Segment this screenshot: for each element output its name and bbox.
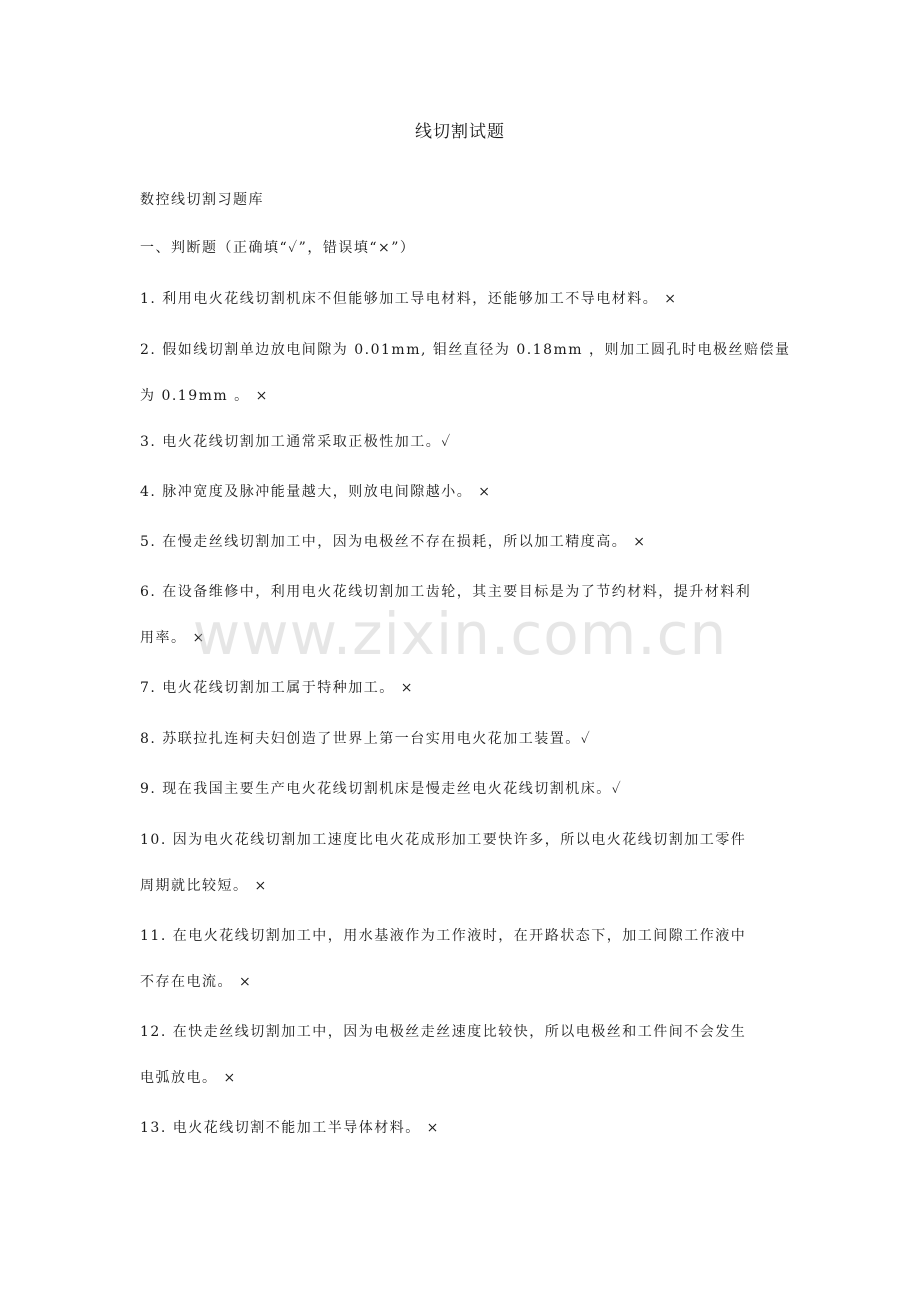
- watermark: www.zixin.com.cn: [192, 600, 728, 668]
- section-heading: 一、判断题（正确填“✓”，错误填“×”）: [140, 240, 416, 256]
- question-line: 7. 电火花线切割加工属于特种加工。 ×: [140, 680, 414, 696]
- question-line: 1. 利用电火花线切割机床不但能够加工导电材料，还能够加工不导电材料。 ×: [140, 291, 678, 307]
- question-line: 12. 在快走丝线切割加工中，因为电极丝走丝速度比较快，所以电极丝和工件间不会发生: [140, 1024, 747, 1040]
- question-line: 为 0.19mm 。 ×: [140, 388, 269, 404]
- subtitle: 数控线切割习题库: [140, 192, 264, 208]
- question-line: 用率。 ×: [140, 630, 206, 646]
- question-line: 8. 苏联拉扎连柯夫妇创造了世界上第一台实用电火花加工装置。✓: [140, 731, 592, 747]
- question-line: 11. 在电火花线切割加工中，用水基液作为工作液时，在开路状态下，加工间隙工作液中: [140, 928, 747, 944]
- page-title: 线切割试题: [415, 122, 505, 142]
- question-line: 10. 因为电火花线切割加工速度比电火花成形加工要快许多，所以电火花线切割加工零件: [140, 832, 747, 848]
- question-line: 4. 脉冲宽度及脉冲能量越大，则放电间隙越小。 ×: [140, 484, 492, 500]
- question-line: 不存在电流。 ×: [140, 974, 253, 990]
- question-line: 3. 电火花线切割加工通常采取正极性加工。✓: [140, 434, 452, 450]
- question-line: 5. 在慢走丝线切割加工中，因为电极丝不存在损耗，所以加工精度高。 ×: [140, 534, 647, 550]
- question-line: 2. 假如线切割单边放电间隙为 0.01mm, 钼丝直径为 0.18mm ，则加工圆孔时电极丝赔偿量: [140, 342, 791, 358]
- question-line: 6. 在设备维修中，利用电火花线切割加工齿轮，其主要目标是为了节约材料，提升材料利: [140, 584, 752, 600]
- question-line: 13. 电火花线切割不能加工半导体材料。 ×: [140, 1120, 440, 1136]
- question-line: 周期就比较短。 ×: [140, 878, 268, 894]
- question-line: 9. 现在我国主要生产电火花线切割机床是慢走丝电火花线切割机床。✓: [140, 781, 623, 797]
- question-line: 电弧放电。 ×: [140, 1070, 237, 1086]
